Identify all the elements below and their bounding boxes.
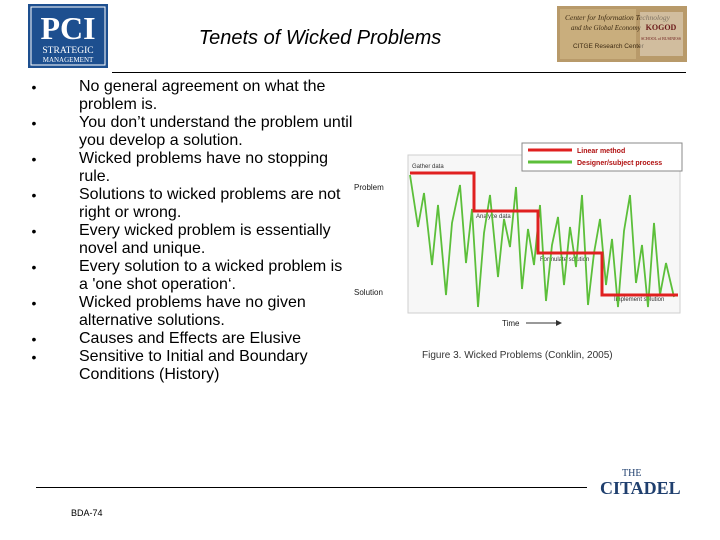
bullet-icon: • — [31, 295, 37, 311]
bullet-icon: • — [31, 259, 37, 275]
ciber-line3: CITGE Research Center — [573, 43, 644, 50]
list-item-text: Causes and Effects are Elusive — [79, 330, 302, 347]
list-item-text: Sensitive to Initial and Boundary Conditions (History) — [79, 348, 308, 383]
list-item-text: Wicked problems have no given alternative solutions. — [79, 294, 306, 329]
citadel-small-text: THE — [622, 468, 642, 479]
list-item — [28, 222, 353, 258]
bullet-icon: • — [31, 151, 37, 167]
title-divider — [112, 72, 686, 73]
axis-problem-label: Problem — [354, 183, 384, 192]
bullet-icon: • — [31, 349, 37, 365]
list-item-text: Every wicked problem is essentially novel and unique. — [79, 222, 331, 257]
bullet-icon: • — [31, 223, 37, 239]
slide-footer-code: BDA-74 — [71, 508, 103, 518]
bullet-icon: • — [31, 331, 37, 347]
diagram-plot-area — [408, 155, 680, 313]
list-item — [28, 258, 353, 294]
bullet-icon: • — [31, 79, 37, 95]
list-item — [28, 78, 353, 114]
kogod-subtext: SCHOOL of BUSINESS — [640, 36, 682, 41]
kogod-text: KOGOD — [645, 23, 677, 32]
bullet-icon: • — [31, 187, 37, 203]
list-item — [28, 348, 353, 384]
step-formulate-label: Formulate solution — [540, 257, 590, 263]
list-item-text: Wicked problems have no stopping rule. — [79, 150, 329, 185]
ciber-research-center-logo — [557, 6, 687, 62]
step-analyze-label: Analyze data — [476, 214, 511, 220]
the-citadel-logo — [596, 460, 696, 498]
axis-solution-label: Solution — [354, 288, 383, 297]
list-item — [28, 330, 353, 348]
figure-caption: Figure 3. Wicked Problems (Conklin, 2005) — [422, 350, 613, 361]
pci-logo-line2: MANAGEMENT — [42, 56, 94, 64]
list-item — [28, 114, 353, 150]
footer-divider — [36, 487, 587, 488]
pci-strategic-management-logo — [28, 4, 108, 68]
bullet-icon: • — [31, 115, 37, 131]
citadel-name-text: CITADEL — [600, 478, 681, 498]
ciber-line2: and the Global Economy — [571, 24, 641, 32]
time-arrow-icon — [556, 320, 562, 326]
list-item-text: No general agreement on what the problem is. — [79, 78, 326, 113]
list-item-text: You don’t understand the problem until you develop a solution. — [79, 114, 353, 149]
step-gather-label: Gather data — [412, 164, 444, 170]
pci-logo-text: PCI — [40, 10, 96, 46]
tenets-list — [28, 78, 353, 384]
pci-logo-line1: STRATEGIC — [42, 46, 94, 56]
list-item — [28, 294, 353, 330]
wicked-problems-diagram — [352, 135, 692, 335]
axis-time-label: Time — [502, 319, 520, 328]
step-implement-label: Implement solution — [614, 297, 665, 303]
list-item — [28, 150, 353, 186]
legend-designer-label: Designer/subject process — [577, 160, 663, 167]
list-item-text: Solutions to wicked problems are not right or wrong. — [79, 186, 341, 221]
list-item — [28, 186, 353, 222]
list-item-text: Every solution to a wicked problem is a 'one shot operation‘. — [79, 258, 343, 293]
legend-linear-label: Linear method — [577, 148, 626, 155]
ciber-line1: Center for Information Technology — [565, 13, 670, 22]
slide-title: Tenets of Wicked Problems — [198, 27, 442, 49]
